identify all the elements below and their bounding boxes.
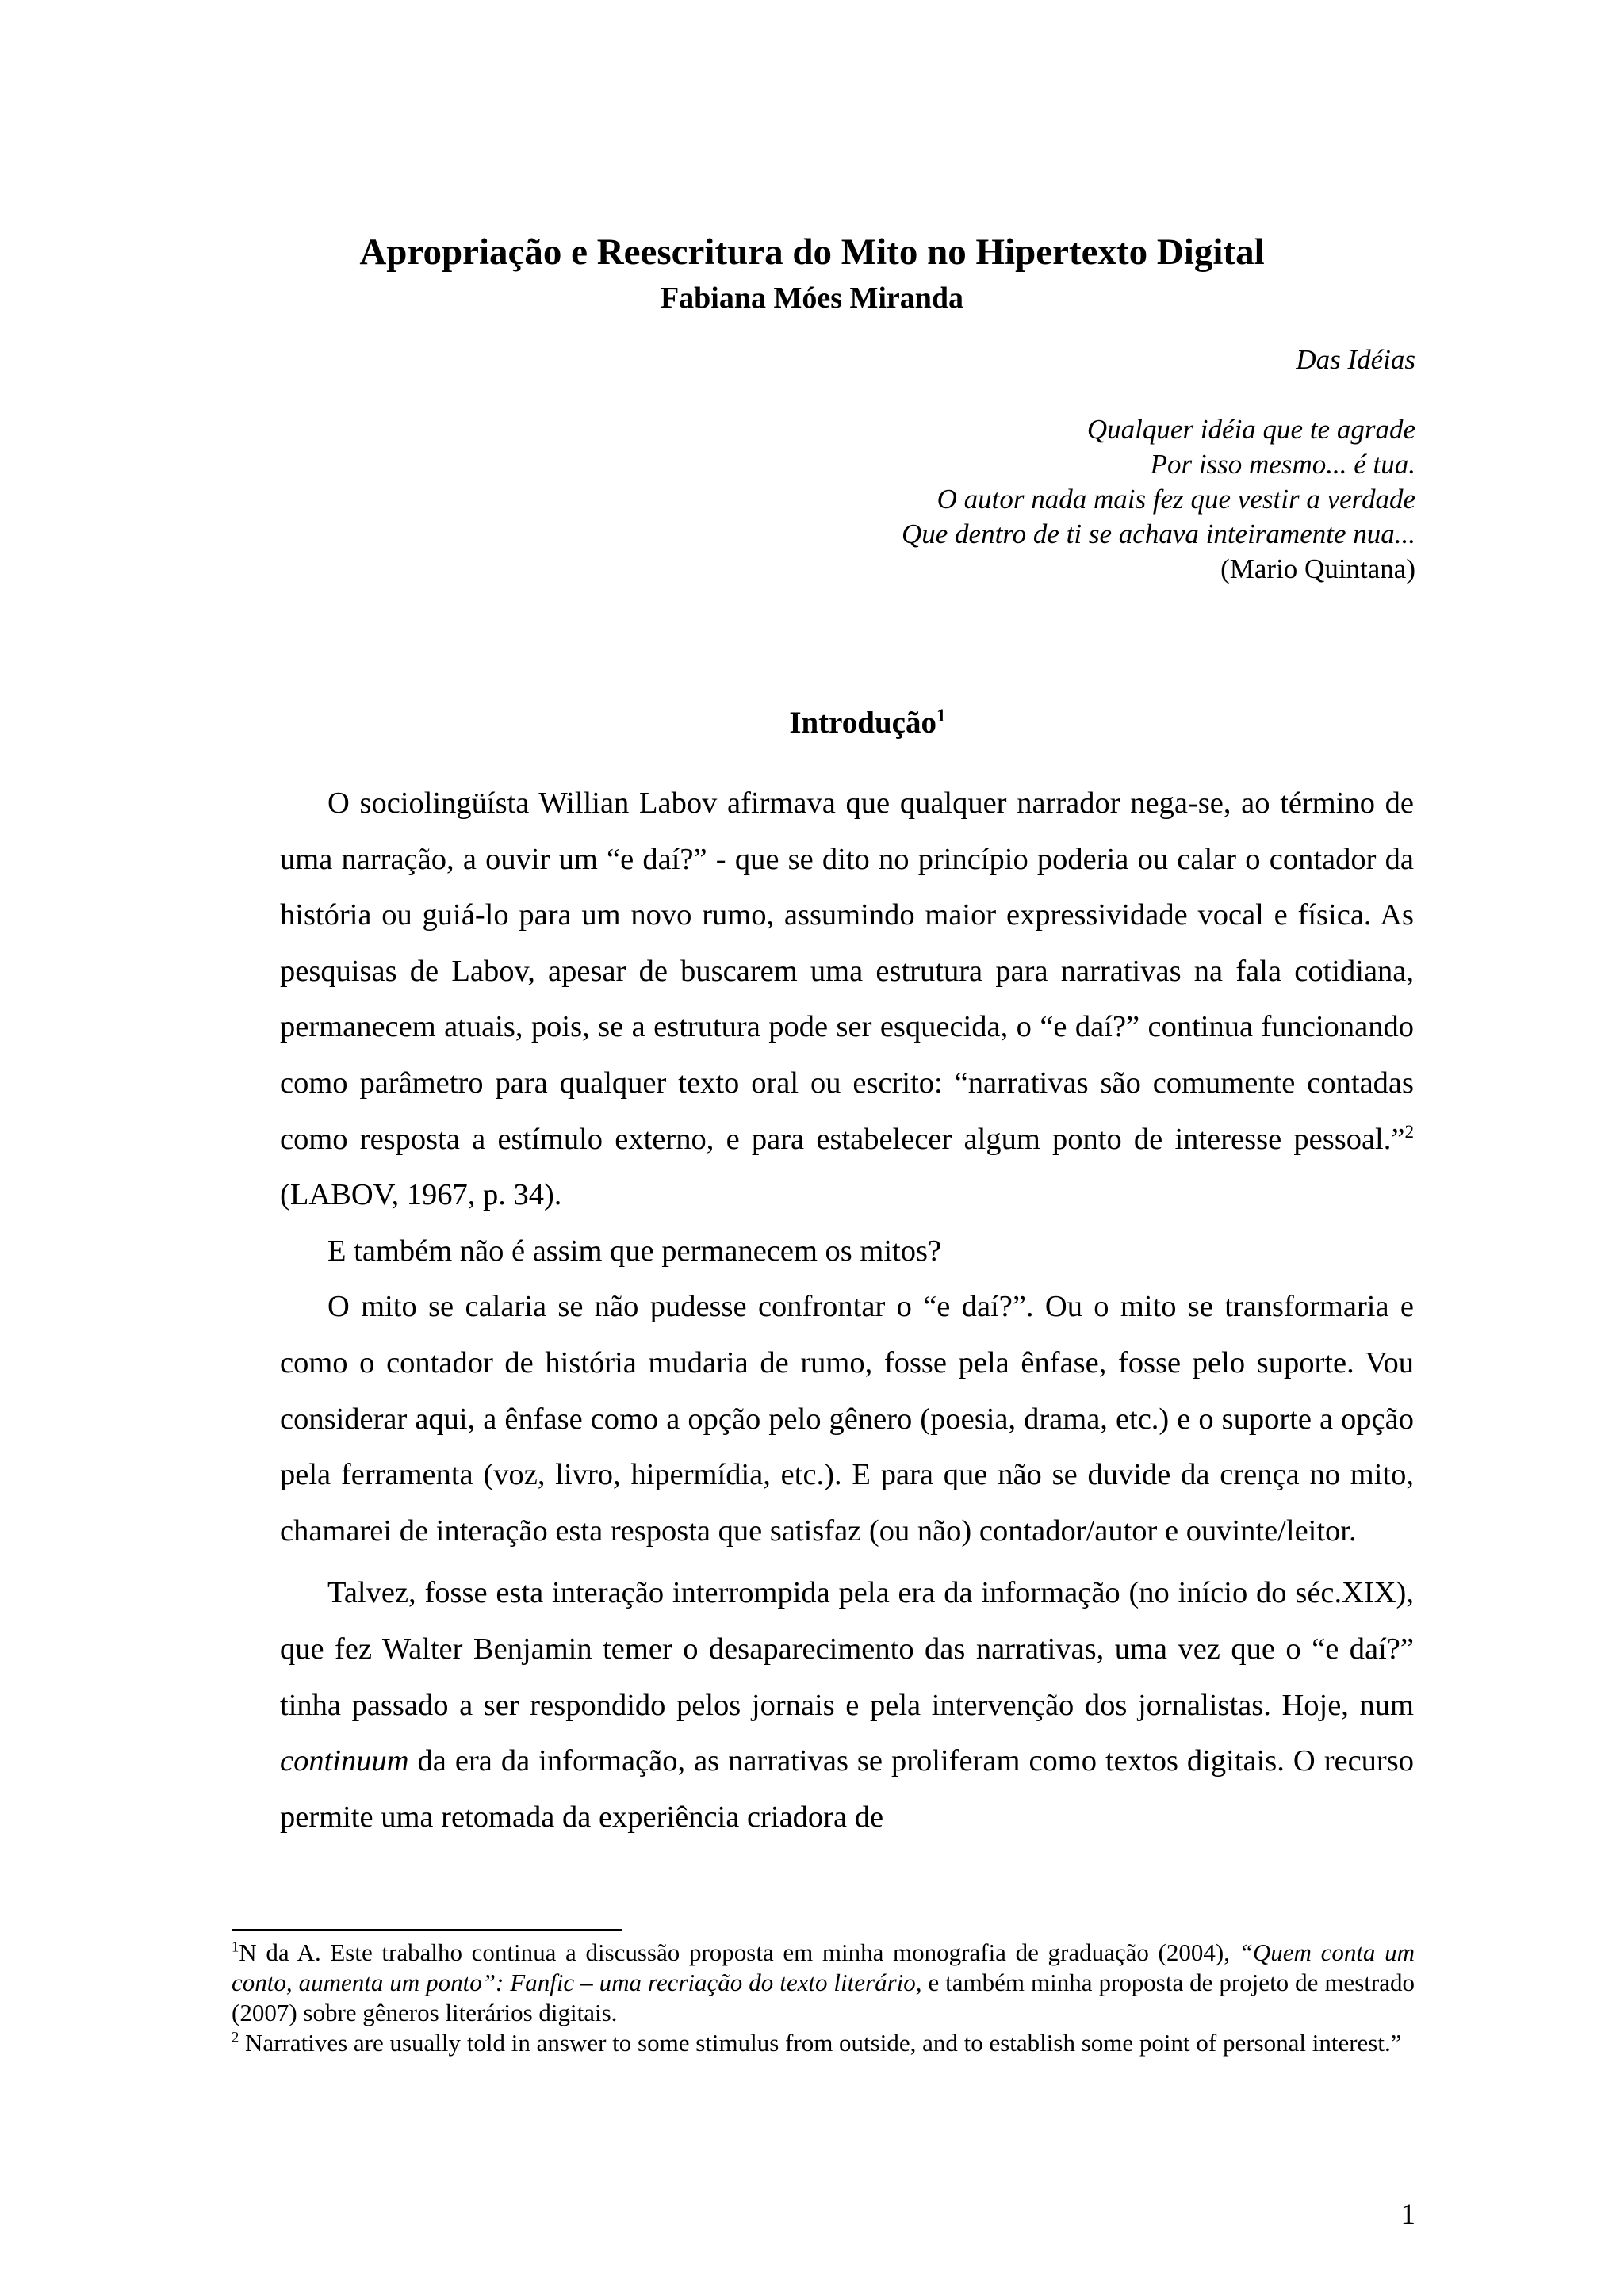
paragraph — [280, 1565, 1414, 1845]
epigraph-title: Das Idéias — [1296, 344, 1415, 375]
page-number: 1 — [1400, 2198, 1415, 2231]
footnote-1 — [232, 1938, 1415, 2028]
citation: (LABOV, 1967, p. 34). — [280, 1178, 562, 1212]
epigraph-line: Qualquer idéia que te agrade — [1086, 414, 1415, 445]
paragraph — [280, 775, 1414, 1223]
paper-title: Apropriação e Reescritura do Mito no Hipertexto Digital — [359, 232, 1265, 273]
paragraph-text: da era da informação, as narrativas se proliferam como textos digitais. O recurso permite uma retomada da experiência criadora de — [280, 1744, 1414, 1834]
paragraph-text: O sociolingüísta Willian Labov afirmava que qualquer narrador nega-se, ao término de uma narração, a ouvir um “e daí?” - que se dito no princípio poderia ou calar o contador da história ou guiá-lo para um novo rumo, assumindo maior expressividade vocal e física. As pesquisas de Labov, apesar de buscarem uma estrutura para narrativas na fala cotidiana, permanecem atuais, pois, se a estrutura pode ser esquecida, o “e daí?” continua funcionando como parâmetro para qualquer texto oral ou escrito: “narrativas são comumente contadas como resposta a estímulo externo, e para estabelecer algum ponto de interesse pessoal.” — [280, 786, 1414, 1156]
footnote-text: Narratives are usually told in answer to some stimulus from outside, and to establish some point of personal interest.” — [239, 2029, 1402, 2057]
section-heading-text: Introdução — [789, 706, 936, 740]
footnote-mark: 1 — [232, 1938, 239, 1956]
footnote-emphasis: “Quem conta um conto, aumenta um ponto”: Fanfic – uma recriação do texto literário, — [232, 1938, 1415, 1996]
epigraph-line: Que dentro de ti se achava inteiramente nua... — [902, 519, 1415, 549]
footnote-2 — [232, 2028, 1415, 2058]
footnote-text: N da A. Este trabalho continua a discussão proposta em minha monografia de graduação (2004), — [239, 1938, 1239, 1966]
author-name: Fabiana Móes Miranda — [660, 281, 964, 315]
footnote-ref: 2 — [1404, 1120, 1414, 1142]
paragraph: E também não é assim que permanecem os mitos? — [327, 1234, 942, 1268]
epigraph-credit: (Mario Quintana) — [1220, 553, 1415, 584]
paragraph: O mito se calaria se não pudesse confrontar o “e daí?”. Ou o mito se transformaria e como o contador de história mudaria de rumo, fosse pela ênfase, fosse pelo suporte. Vou considerar aqui, a ênfase como a opção pelo gênero (poesia, drama, etc.) e o suporte a opção pela ferramenta (voz, livro, hipermídia, etc.). E para que não se duvide da crença no mito, chamarei de interação esta resposta que satisfaz (ou não) contador/autor e ouvinte/leitor. — [280, 1290, 1414, 1548]
epigraph — [902, 342, 1415, 587]
body-text — [280, 775, 1414, 1845]
epigraph-line: O autor nada mais fez que vestir a verdade — [936, 484, 1415, 515]
footnotes — [232, 1938, 1415, 2058]
section-heading — [0, 704, 1624, 742]
footnote-mark: 2 — [232, 2029, 239, 2046]
emphasis: continuum — [280, 1744, 409, 1778]
footnote-ref: 1 — [936, 706, 946, 726]
footnote-divider — [232, 1929, 622, 1931]
footnote-text: e também minha proposta de projeto de mestrado (2007) sobre gêneros literários digitais. — [232, 1969, 1415, 2026]
epigraph-line: Por isso mesmo... é tua. — [1150, 449, 1415, 480]
paragraph-text: Talvez, fosse esta interação interrompida pela era da informação (no início do séc.XIX), que fez Walter Benjamin temer o desaparecimento das narrativas, uma vez que o “e daí?” tinha passado a ser respondido pelos jornais e pela intervenção dos jornalistas. Hoje, num — [280, 1576, 1414, 1722]
